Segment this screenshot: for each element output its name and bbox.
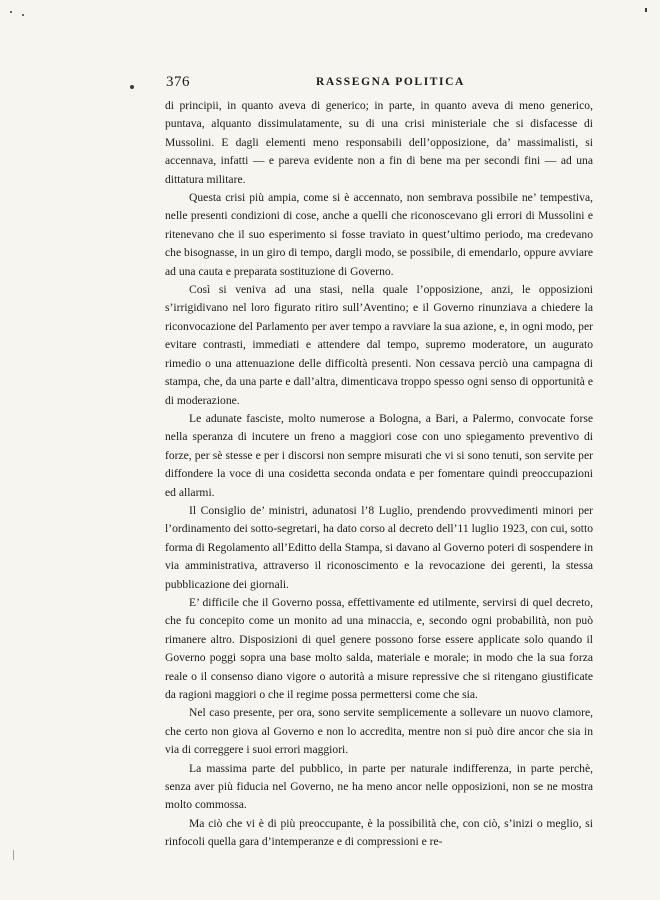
paragraph-8: La massima parte del pubblico, in parte per naturale indifferenza, in parte perchè, senza aver più fiducia nel Governo, ne ha meno ancor nelle opposizioni, non se ne mostra molto commossa. <box>165 761 593 812</box>
paragraph-3: Così si veniva ad una stasi, nella quale l’opposizione, anzi, le opposizioni s’irrigidivano nel loro figurato ritiro sull’Aventino; e il Governo rinunziava a chiedere la riconvocazione del Parlamento per aver tempo a ravviare la sua azione, e, in ogni modo, per evitare contrasti, immediati e attendere dal tempo, supremo moderatore, un augurato rimedio o una attenuazione delle difficoltà presenti. Non cessava perciò una campagna di stampa, che, da una parte e dall’altra, dimenticava troppo spesso ogni senso di opportunità e di moderazione. <box>165 283 593 407</box>
paragraph-7: Nel caso presente, per ora, sono servite semplicemente a sollevare un nuovo clamore, che certo non giova al Governo e non lo accredita, mentre non si può dire ancor che sia in via di correggere i suoi errori maggiori. <box>165 706 593 757</box>
article-body <box>165 97 593 857</box>
paragraph-6: E’ difficile che il Governo possa, effettivamente ed utilmente, servirsi di quel decreto, che fu concepito come un monito ad una minaccia, e, secondo ogni probabilità, non può rimanere altro. Disposizioni di quel genere possono forse essere applicate solo quando il Governo poggi sopra una base molto salda, materiale e morale; in modo che la sua forza reale o il consenso diano vigore o autorità a misure repressive che si ritengano giustificate da ragioni maggiori o che il regime possa permettersi come che sia. <box>165 595 593 701</box>
paragraph-5: Il Consiglio de’ ministri, adunatosi l’8 Luglio, prendendo provvedimenti minori per l’ordinamento dei sotto-segretari, ha dato corso al decreto dell’11 luglio 1923, con cui, sotto forma di Regolamento all’Editto della Stampa, si davano al Governo poteri di sospendere in via amministrativa, attraverso il riconoscimento e la revocazione dei gerenti, la stessa pubblicazione dei giornali. <box>165 503 593 591</box>
paragraph-4: Le adunate fasciste, molto numerose a Bologna, a Bari, a Palermo, convocate forse nella speranza di incutere un freno a maggiori cose con uno spiegamento preventivo di forze, per sè stesse e per i discorsi non sempre misurati che vi si sono tenuti, son servite per diffondere la voce di una cosidetta seconda ondata e per fomentare quindi preoccupazioni ed allarmi. <box>165 411 593 499</box>
page-header <box>166 74 592 94</box>
margin-dot-mark <box>130 85 134 89</box>
paragraph-1: di principii, in quanto aveva di generico; in parte, in quanto aveva di meno generico, puntava, alquanto dissimulatamente, su di una crisi ministeriale che si disfacesse di Mussolini. E dagli elementi meno responsabili dell’opposizione, da’ massimalisti, si accennava, infatti — e pareva evidente non a fin di bene ma per secondi fini — ad una dittatura militare. <box>165 99 593 186</box>
paragraph-9: Ma ciò che vi è di più preoccupante, è la possibilità che, con ciò, s’inizi o meglio, si rinfocoli quella gara d’intemperanze e di compressioni e re- <box>165 816 593 849</box>
paragraph-2: Questa crisi più ampia, come si è accennato, non sembrava possibile ne’ tempestiva, nelle presenti condizioni di cose, anche a quelli che riconoscevano gli errori di Mussolini e ritenevano che il suo esperimento si fosse traviato in quest’ultimo periodo, ma credevano che bisognasse, in un giro di tempo, dargli modo, se possibile, di emendarlo, oppure avviare ad una cauta e preparata sostituzione di Governo. <box>165 191 593 278</box>
page-number: 376 <box>166 74 190 90</box>
speck-mark <box>645 8 647 12</box>
speck-mark <box>10 11 12 13</box>
speck-mark <box>13 850 14 860</box>
speck-mark <box>22 14 24 16</box>
running-title: RASSEGNA POLITICA <box>316 76 465 88</box>
